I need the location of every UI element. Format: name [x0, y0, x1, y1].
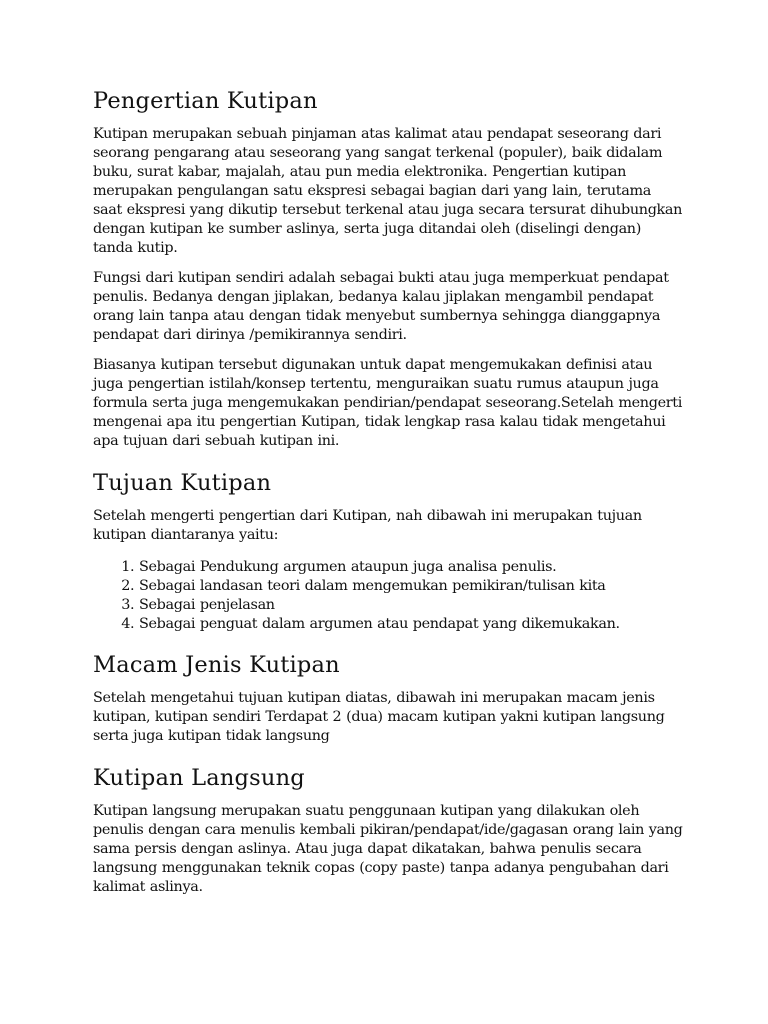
paragraph: Fungsi dari kutipan sendiri adalah sebagai bukti atau juga memperkuat pendapat penulis. Bedanya dengan jiplakan, bedanya kalau jiplakan mengambil pendapat orang lain tanpa atau dengan tidak menyebut sumbernya sehingga dianggapnya pendapat dari dirinya /pemikirannya sendiri. [93, 270, 669, 343]
paragraph: Kutipan merupakan sebuah pinjaman atas kalimat atau pendapat seseorang dari seorang pengarang atau seseorang yang sangat terkenal (populer), baik didalam buku, surat kabar, majalah, atau pun media elektronika. Pengertian kutipan merupakan pengulangan satu ekspresi sebagai bagian dari yang lain, terutama saat ekspresi yang dikutip tersebut terkenal atau juga secara tersurat dihubungkan dengan kutipan ke sumber aslinya, serta juga ditandai oleh (diselingi dengan) tanda kutip. [93, 126, 683, 256]
list-item: 2. Sebagai landasan teori dalam mengemukan pemikiran/tulisan kita [139, 577, 683, 596]
heading-pengertian-kutipan: Pengertian Kutipan [93, 88, 318, 114]
heading-tujuan-kutipan: Tujuan Kutipan [93, 470, 272, 496]
list-item: 4. Sebagai penguat dalam argumen atau pendapat yang dikemukakan. [139, 615, 683, 634]
list-item: 3. Sebagai penjelasan [139, 596, 683, 615]
paragraph: Setelah mengerti pengertian dari Kutipan, nah dibawah ini merupakan tujuan kutipan diantaranya yaitu: [93, 508, 642, 543]
heading-kutipan-langsung: Kutipan Langsung [93, 765, 305, 791]
paragraph: Biasanya kutipan tersebut digunakan untuk dapat mengemukakan definisi atau juga pengertian istilah/konsep tertentu, menguraikan suatu rumus ataupun juga formula serta juga mengemukakan pendirian/pendapat seseorang.Setelah mengerti mengenai apa itu pengertian Kutipan, tidak lengkap rasa kalau tidak mengetahui apa tujuan dari sebuah kutipan ini. [93, 357, 682, 449]
paragraph: Setelah mengetahui tujuan kutipan diatas, dibawah ini merupakan macam jenis kutipan, kutipan sendiri Terdapat 2 (dua) macam kutipan yakni kutipan langsung serta juga kutipan tidak langsung [93, 690, 665, 744]
paragraph: Kutipan langsung merupakan suatu penggunaan kutipan yang dilakukan oleh penulis dengan cara menulis kembali pikiran/pendapat/ide/gagasan orang lain yang sama persis dengan aslinya. Atau juga dapat dikatakan, bahwa penulis secara langsung menggunakan teknik copas (copy paste) tanpa adanya pengubahan dari kalimat aslinya. [93, 803, 683, 895]
heading-macam-jenis-kutipan: Macam Jenis Kutipan [93, 652, 340, 678]
list-item: 1. Sebagai Pendukung argumen ataupun juga analisa penulis. [139, 558, 683, 577]
purpose-list [93, 558, 683, 634]
document-page [93, 84, 683, 897]
